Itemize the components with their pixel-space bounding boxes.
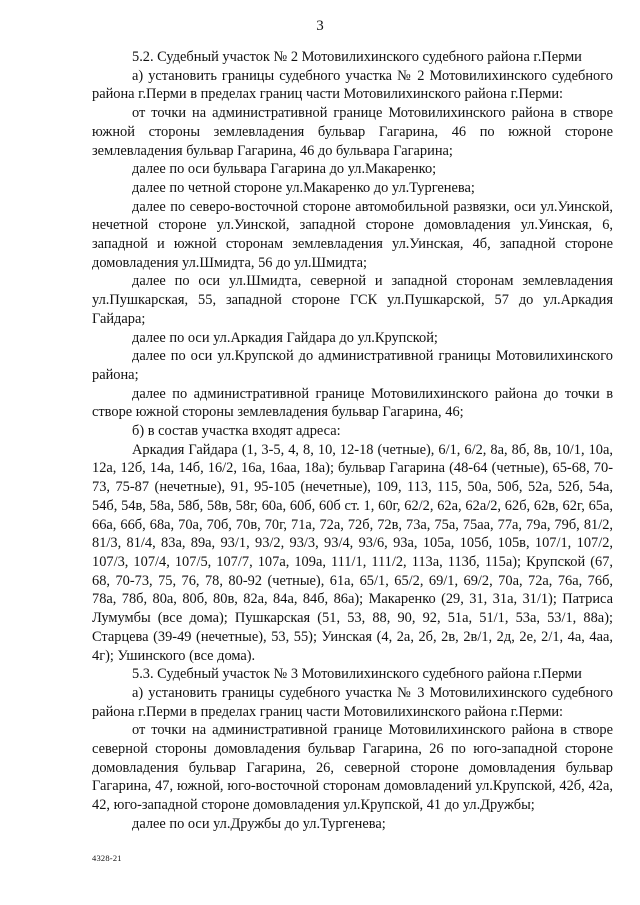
paragraph: далее по четной стороне ул.Макаренко до ул.Тургенева; bbox=[132, 179, 475, 196]
paragraph: далее по оси ул.Шмидта, северной и западной сторонам землевладения ул.Пушкарская, 55, западной стороне ГСК ул.Пушкарской, 57 до ул.Аркадия Гайдара; bbox=[92, 273, 613, 327]
address-list: Аркадия Гайдара (1, 3-5, 4, 8, 10, 12-18 (четные), 6/1, 6/2, 8а, 8б, 8в, 10/1, 10а, 12а, 12б, 14а, 14б, 16/2, 16а, 16аа, 18а); бульвар Гагарина (48-64 (четные), 65-68, 70-73, 75-87 (нечетные), 91, 95-105 (нечетные), 109, 113, 115, 50а, 50б, 52а, 52б, 54а, 54б, 54в, 58а, 58б, 58в, 58г, 60а, 60б, 60б ст. 1, 60г, 62/2, 62а, 62а/2, 62б, 62в, 62г, 65а, 66а, 66б, 68а, 70а, 70б, 70в, 70г, 71а, 72а, 72б, 72в, 73а, 75а, 75аа, 77а, 79а, 79б, 81/2, 81/3, 81/4, 83а, 89а, 93/1, 93/2, 93/3, 93/4, 93/6, 93а, 105а, 105б, 105в, 107/1, 107/2, 107/3, 107/4, 107/5, 107/7, 107а, 109а, 111/1, 111/2, 113а, 113б, 115а); Крупской (67, 68, 70-73, 75, 76, 78, 80-92 (четные), 61а, 65/1, 65/2, 69/1, 69/2, 70а, 72а, 76а, 76б, 78а, 78б, 80а, 80б, 80в, 82а, 84а, 84б, 86а); Макаренко (29, 31, 31а, 31/1); Патриса Лумумбы (все дома); Пушкарская (51, 53, 88, 90, 92, 51а, 51/1, 53а, 53/1, 88а); Старцева (39-49 (нечетные), 53, 55); Уинская (4, 2а, 2б, 2в, 2в/1, 2д, 2е, 2/1, 4а, 4аа, 4г); Ушинского (все дома). bbox=[92, 441, 613, 664]
paragraph: далее по оси ул.Аркадия Гайдара до ул.Крупской; bbox=[132, 329, 438, 346]
section-heading-5-3: 5.3. Судебный участок № 3 Мотовилихинского судебного района г.Перми bbox=[132, 666, 582, 683]
page-number: 3 bbox=[316, 18, 324, 34]
paragraph: от точки на административной границе Мотовилихинского района в створе южной стороны землевладения бульвар Гагарина, 46 по южной стороне землевладения бульвар Гагарина, 46 до бульвара Гагарина; bbox=[92, 105, 613, 159]
document-code: 4328-21 bbox=[92, 853, 122, 863]
paragraph: далее по оси ул.Крупской до административной границы Мотовилихинского района; bbox=[92, 348, 613, 383]
paragraph: а) установить границы судебного участка № 3 Мотовилихинского судебного района г.Перми в пределах границ части Мотовилихинского района г.Перми: bbox=[92, 684, 613, 720]
paragraph: далее по оси ул.Дружбы до ул.Тургенева; bbox=[132, 815, 386, 832]
document-body bbox=[92, 48, 613, 834]
paragraph: далее по административной границе Мотовилихинского района до точки в створе южной стороны землевладения бульвар Гагарина, 46; bbox=[92, 385, 613, 421]
paragraph: далее по северо-восточной стороне автомобильной развязки, оси ул.Уинской, нечетной стороне ул.Уинской, западной стороне домовладения ул.Уинская, 6, западной и южной сторонам землевладения ул.Уинская, 4б, западной стороне домовладения ул.Шмидта, 56 до ул.Шмидта; bbox=[92, 198, 613, 271]
section-heading-5-2: 5.2. Судебный участок № 2 Мотовилихинского судебного района г.Перми bbox=[132, 49, 582, 65]
paragraph: а) установить границы судебного участка № 2 Мотовилихинского судебного района г.Перми в пределах границ части Мотовилихинского района г.Перми: bbox=[92, 67, 613, 103]
paragraph: от точки на административной границе Мотовилихинского района в створе северной стороны домовладения бульвар Гагарина, 26 по юго-западной стороне домовладения бульвар Гагарина, 26, северной стороне домовладения бульвар Гагарина, 47, южной, юго-восточной сторонам домовладений ул.Крупской, 42б, 42а, 42, юго-западной стороне домовладения ул.Крупской, 41 до ул.Дружбы; bbox=[92, 722, 613, 814]
paragraph: далее по оси бульвара Гагарина до ул.Макаренко; bbox=[132, 161, 437, 178]
paragraph: б) в состав участка входят адреса: bbox=[132, 423, 341, 440]
